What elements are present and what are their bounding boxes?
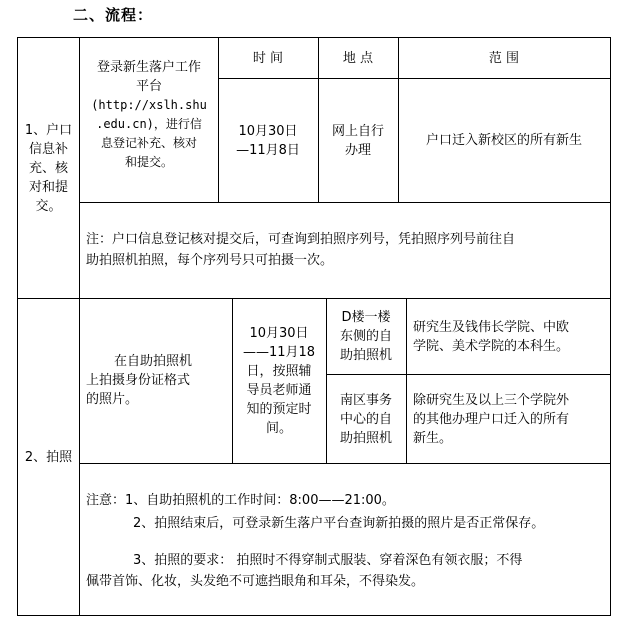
row2-note-2: 2、拍照结束后，可登录新生落户平台查询新拍摄的照片是否正常保存。 [133,516,545,531]
row2-label: 2、拍照 [24,449,73,465]
row1-description [80,58,218,172]
row1-time: 10月30日 —11月8日 [236,123,300,158]
header-scope: 范 围 [488,50,520,66]
header-time: 时 间 [252,50,284,66]
row1-place: 网上自行 办理 [331,123,384,158]
row1-label: 1、户口 信息补 充、核 对和提 交。 [24,122,73,214]
row1-scope: 户口迁入新校区的所有新生 [425,133,582,148]
row2-place-1: D楼一楼 东侧的自 助拍照机 [339,310,392,363]
row1-desc-top: 登录新生落户工作 平台 [96,60,201,94]
row2-place-2: 南区事务 中心的自 助拍照机 [339,392,392,446]
row2-scope-1: 研究生及钱伟长学院、中欧 学院、美术学院的本科生。 [413,319,570,354]
row2-scope-2: 除研究生及以上三个学院外 的其他办理户口迁入的所有 新生。 [413,392,570,446]
row1-desc-url: (http://xslh.shu .edu.cn)，进行信 息登记补充、核对 和提交。 [91,98,207,169]
row2-note-3: 3、拍照的要求： 拍照时不得穿制式服装、穿着深色有领衣服；不得 佩带首饰、化妆，头发绝不可遮挡眼角和耳朵，不得染发。 [86,553,523,589]
header-place: 地 点 [342,50,374,66]
row2-time: 10月30日 ——11月18 日，按照辅 导员老师通 知的预定时 间。 [242,326,316,436]
row2-note-1: 注意：1、自助拍照机的工作时间：8:00——21:00。 [86,493,395,508]
row1-note: 注：户口信息登记核对提交后，可查询到拍照序列号，凭拍照序列号前往自 助拍照机拍照，每个序列号只可拍摄一次。 [86,232,516,268]
section-heading: 二、流程： [73,6,154,24]
row2-description: 在自助拍照机 上拍摄身份证格式 的照片。 [86,354,193,407]
